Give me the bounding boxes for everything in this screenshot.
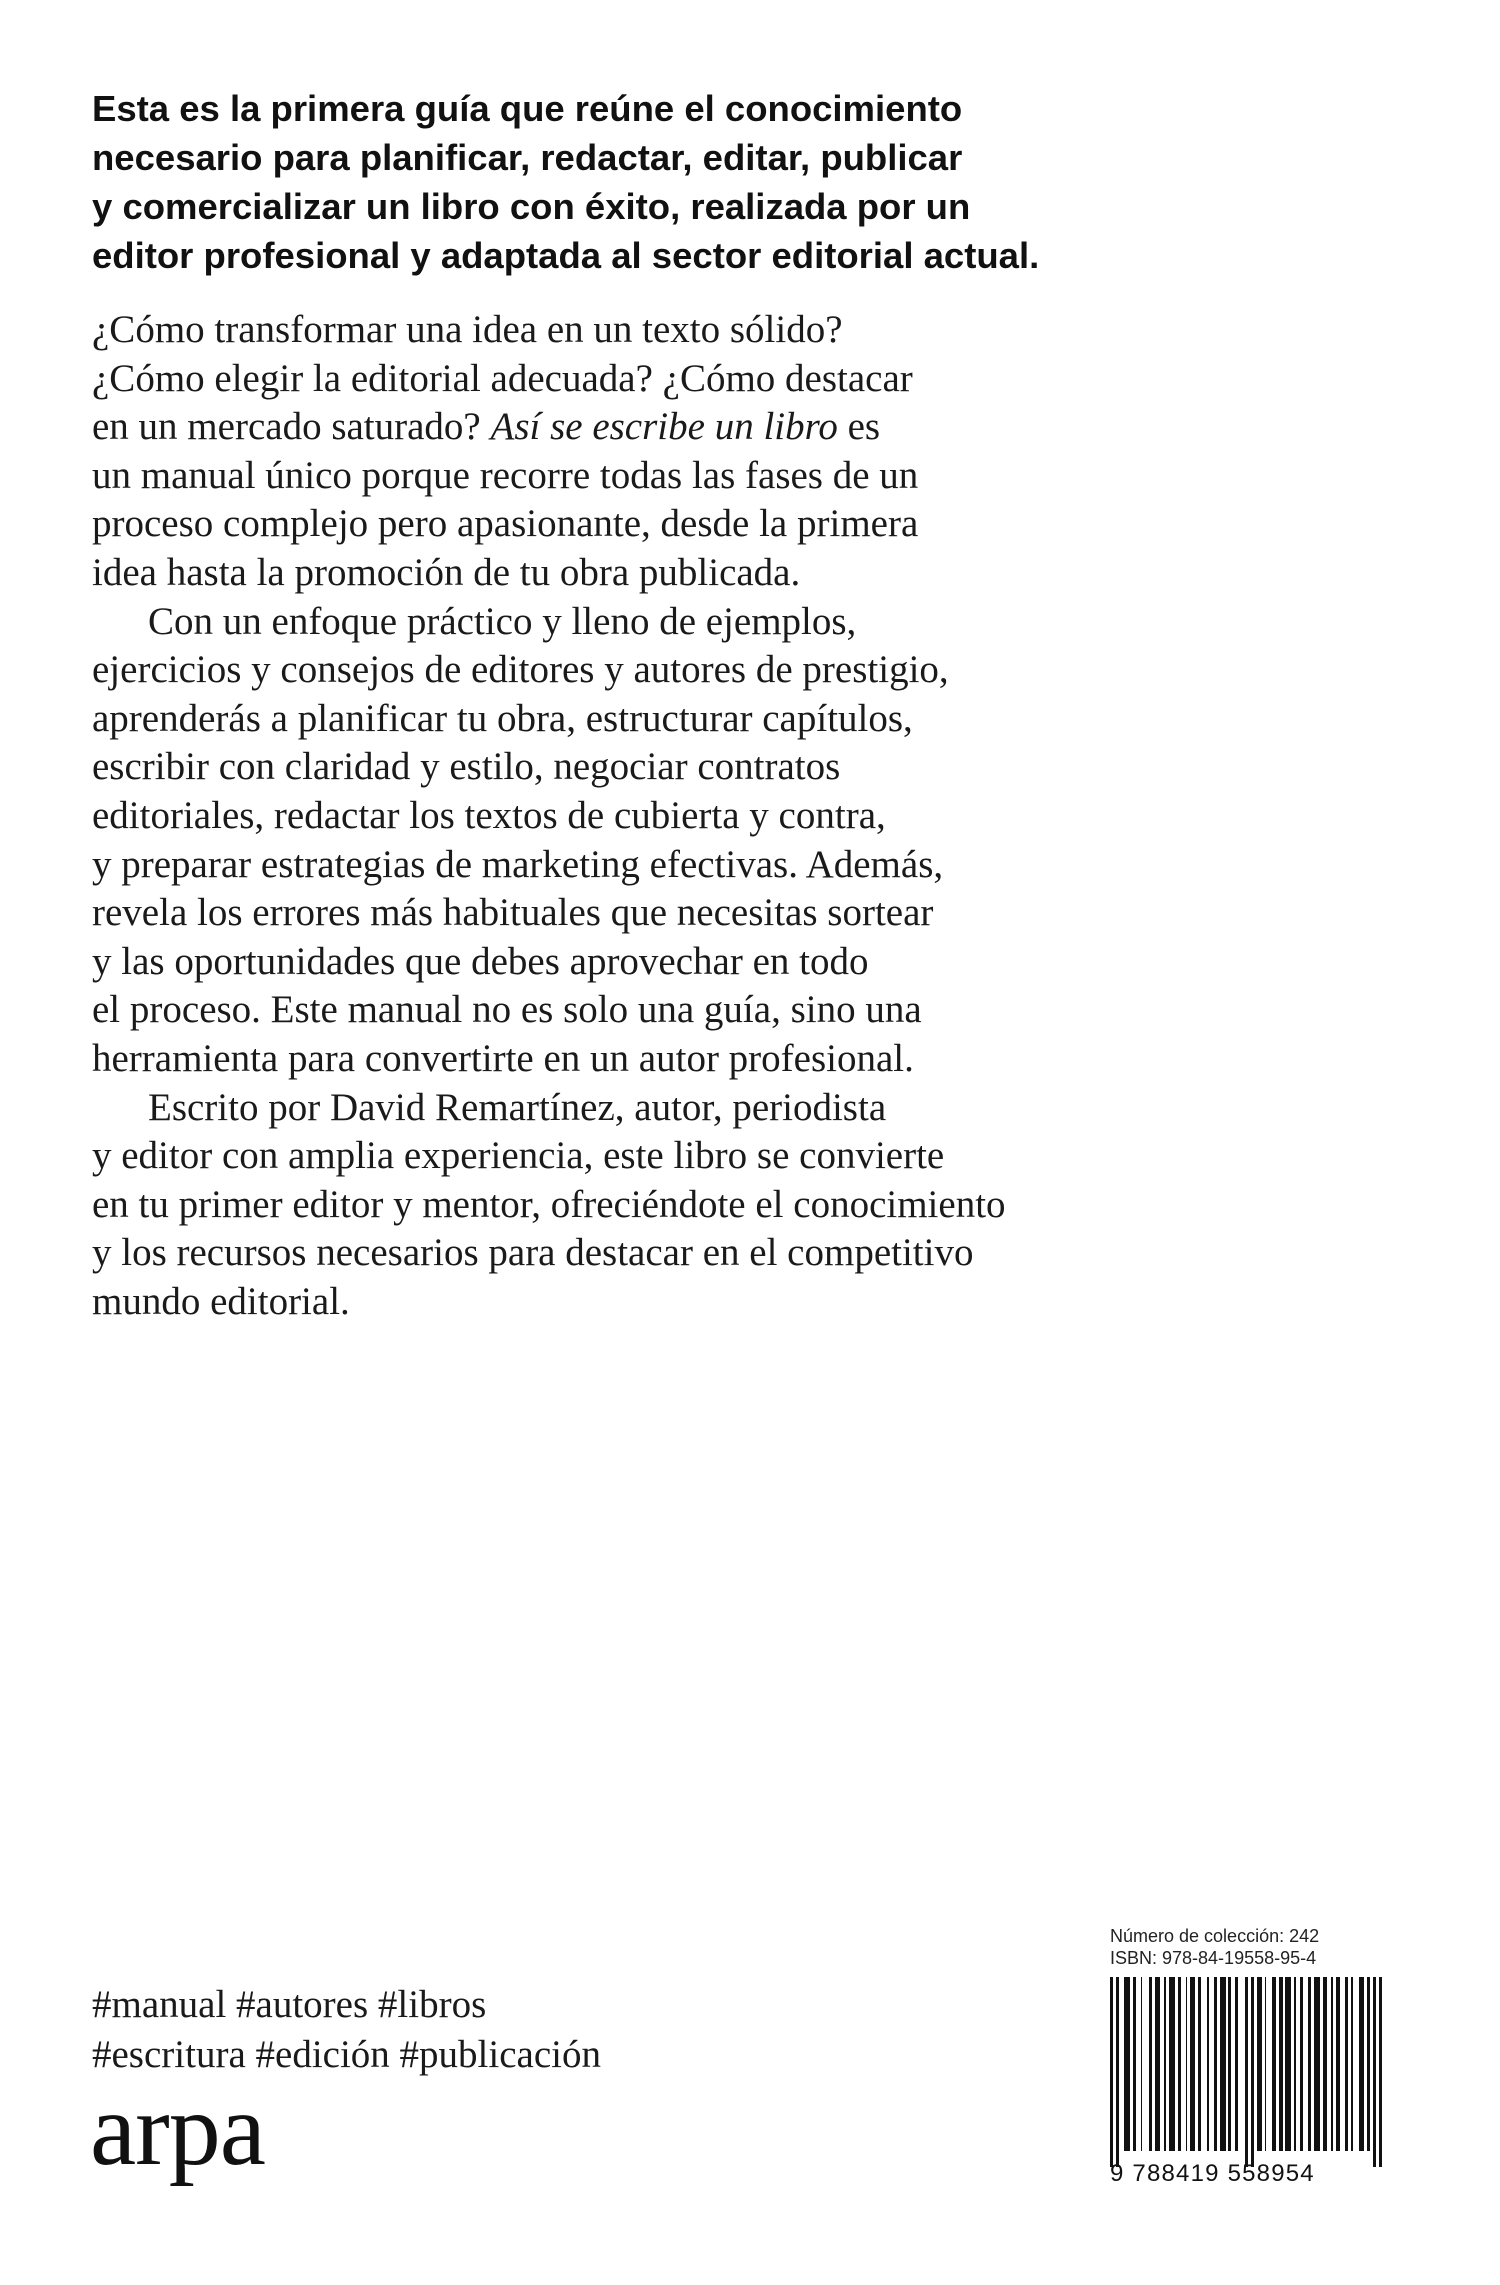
paragraph-1 xyxy=(92,306,1232,598)
lead-line: editor profesional y adaptada al sector editorial actual. xyxy=(92,235,1040,276)
text-line: y los recursos necesarios para destacar en el competitivo xyxy=(92,1231,974,1275)
paragraph-3 xyxy=(92,1084,1232,1327)
text-line: editoriales, redactar los textos de cubierta y contra, xyxy=(92,793,886,837)
text-line: ¿Cómo transformar una idea en un texto sólido? xyxy=(92,308,843,351)
book-title: Así se escribe un libro xyxy=(490,405,838,449)
text-line: Escrito por David Remartínez, autor, periodista xyxy=(148,1085,887,1129)
text-line xyxy=(92,403,1232,452)
text-line: y preparar estrategias de marketing efectivas. Además, xyxy=(92,842,944,886)
text-line: ejercicios y consejos de editores y autores de prestigio, xyxy=(92,648,949,692)
barcode-bars xyxy=(1110,1977,1398,2161)
paragraph-2 xyxy=(92,598,1232,1084)
isbn-text: ISBN: 978-84-19558-95-4 xyxy=(1110,1948,1317,1968)
hashtag-line: #manual #autores #libros xyxy=(92,1983,487,2026)
barcode-digits: 9 788419 558954 xyxy=(1110,2160,1315,2187)
text-line: ¿Cómo elegir la editorial adecuada? ¿Cómo destacar xyxy=(92,356,913,400)
text-line: y las oportunidades que debes aprovechar en todo xyxy=(92,939,869,983)
description-text xyxy=(92,306,1232,1326)
barcode-block xyxy=(1110,1925,1410,2195)
text-line: proceso complejo pero apasionante, desde la primera xyxy=(92,502,919,546)
text-fragment: es xyxy=(837,405,881,449)
barcode-bar xyxy=(1379,1977,1382,2167)
text-line: Con un enfoque práctico y lleno de ejemplos, xyxy=(148,599,857,643)
text-line: idea hasta la promoción de tu obra publicada. xyxy=(92,550,801,594)
text-line: revela los errores más habituales que necesitas sortear xyxy=(92,891,934,935)
text-line: herramienta para convertirte en un autor profesional. xyxy=(92,1036,914,1080)
lead-paragraph xyxy=(92,84,1212,280)
text-line: aprenderás a planificar tu obra, estructurar capítulos, xyxy=(92,696,913,740)
lead-line: Esta es la primera guía que reúne el conocimiento xyxy=(92,88,963,129)
text-line: y editor con amplia experiencia, este libro se convierte xyxy=(92,1134,945,1178)
text-line: escribir con claridad y estilo, negociar contratos xyxy=(92,745,841,789)
text-line: en tu primer editor y mentor, ofreciéndote el conocimiento xyxy=(92,1182,1006,1226)
lead-line: y comercializar un libro con éxito, realizada por un xyxy=(92,186,971,227)
hashtags xyxy=(92,1980,792,2080)
publisher-logo: arpa xyxy=(90,2072,265,2187)
text-fragment: en un mercado saturado? xyxy=(92,405,491,449)
collection-number: Número de colección: 242 xyxy=(1110,1926,1320,1946)
text-line: mundo editorial. xyxy=(92,1279,350,1323)
text-line: un manual único porque recorre todas las fases de un xyxy=(92,453,919,497)
lead-line: necesario para planificar, redactar, editar, publicar xyxy=(92,137,963,178)
hashtag-line: #escritura #edición #publicación xyxy=(92,2033,601,2076)
barcode-meta xyxy=(1110,1925,1410,1969)
text-line: el proceso. Este manual no es solo una guía, sino una xyxy=(92,988,922,1032)
